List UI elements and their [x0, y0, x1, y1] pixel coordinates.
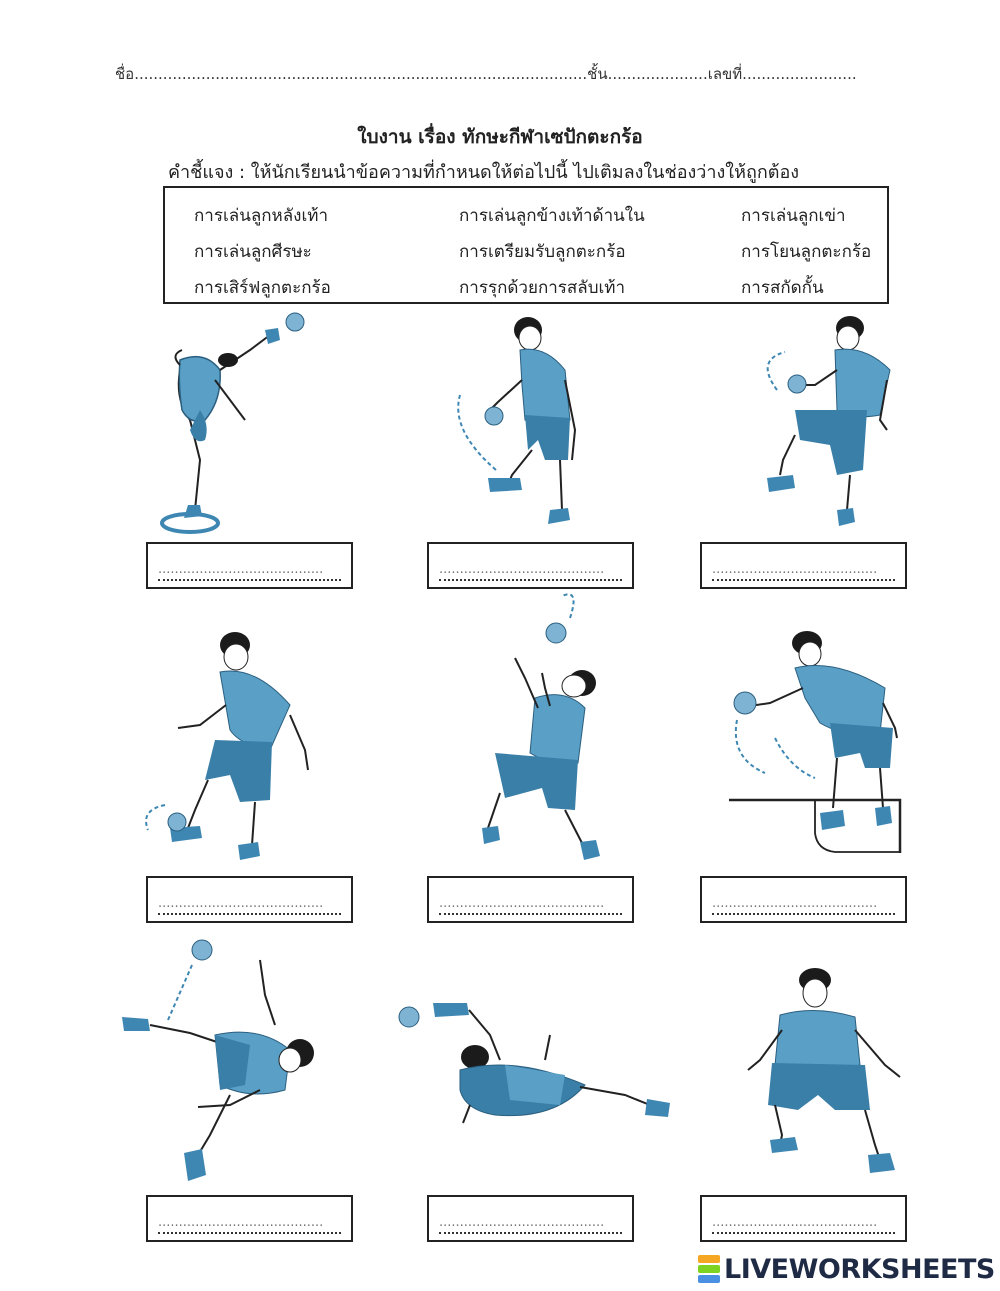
answer-input-5[interactable]: [439, 893, 622, 915]
answer-box-9: [700, 1195, 907, 1242]
ready-stance-figure-icon: [740, 965, 915, 1180]
toss-figure-icon: [725, 628, 910, 858]
word-bank-item: การเล่นลูกศีรษะ: [194, 242, 312, 262]
worksheet-title: ใบงาน เรื่อง ทักษะกีฬาเซปักตะกร้อ: [357, 126, 643, 148]
knee-kick-figure-icon: [755, 310, 905, 535]
answer-box-7: [146, 1195, 353, 1242]
roll-spike-figure-icon: [395, 995, 675, 1135]
answer-box-2: [427, 542, 634, 589]
word-bank: [163, 186, 889, 304]
answer-box-5: [427, 876, 634, 923]
answer-input-9[interactable]: [712, 1212, 895, 1234]
answer-box-6: [700, 876, 907, 923]
student-info-line: ชื่อ...............................................................................................ชั้น.....................เลขที่........................: [115, 65, 857, 83]
instruction-text: คำชี้แจง : ให้นักเรียนนำข้อความที่กำหนดให้ต่อไปนี้ ไปเติมลงในช่องว่างให้ถูกต้อง: [168, 162, 800, 183]
back-foot-kick-figure-icon: [150, 310, 320, 540]
answer-input-3[interactable]: [712, 559, 895, 581]
liveworksheets-logo: [698, 1253, 995, 1285]
word-bank-item: การเล่นลูกเข่า: [741, 206, 846, 226]
word-bank-item: การโยนลูกตะกร้อ: [741, 242, 872, 262]
answer-input-1[interactable]: [158, 559, 341, 581]
answer-box-8: [427, 1195, 634, 1242]
logo-text: LIVEWORKSHEETS: [724, 1253, 995, 1285]
answer-box-1: [146, 542, 353, 589]
answer-input-8[interactable]: [439, 1212, 622, 1234]
answer-input-4[interactable]: [158, 893, 341, 915]
word-bank-item: การเสิร์ฟลูกตะกร้อ: [194, 278, 331, 298]
word-bank-item: การเล่นลูกข้างเท้าด้านใน: [459, 206, 645, 226]
liveworksheets-logo-icon: [698, 1255, 720, 1283]
word-bank-item: การเล่นลูกหลังเท้า: [194, 206, 329, 226]
word-bank-item: การรุกด้วยการสลับเท้า: [459, 278, 626, 298]
inside-foot-receive-figure-icon: [130, 630, 320, 870]
word-bank-item: การสกัดกั้น: [741, 278, 824, 298]
header-figure-icon: [470, 588, 620, 868]
answer-input-6[interactable]: [712, 893, 895, 915]
answer-input-2[interactable]: [439, 559, 622, 581]
answer-box-4: [146, 876, 353, 923]
answer-box-3: [700, 542, 907, 589]
scissor-kick-figure-icon: [120, 935, 320, 1185]
word-bank-item: การเตรียมรับลูกตะกร้อ: [459, 242, 626, 262]
answer-input-7[interactable]: [158, 1212, 341, 1234]
inside-foot-kick-figure-icon: [450, 310, 600, 535]
